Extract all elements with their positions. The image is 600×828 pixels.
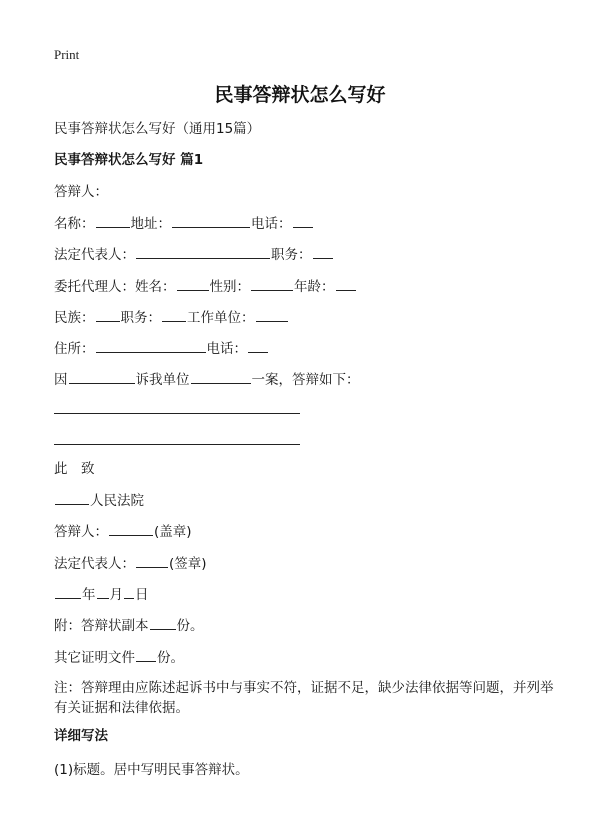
work-unit-label: 工作单位： [187, 310, 255, 326]
other-docs-row [54, 648, 184, 667]
detail-heading: 详细写法 [54, 728, 108, 744]
day-label: 日 [135, 587, 149, 603]
respondent-sign-row [54, 522, 192, 541]
ethnicity-label: 民族： [54, 310, 95, 326]
respondent-label: 答辩人： [54, 184, 108, 200]
agent-name-label: 委托代理人：姓名： [54, 279, 176, 295]
copies-blank[interactable] [150, 616, 176, 630]
subtitle: 民事答辩状怎么写好（通用15篇） [54, 121, 261, 137]
ethnicity-row [54, 308, 289, 327]
court-row [54, 491, 144, 510]
legal-rep-sign-blank[interactable] [136, 554, 168, 568]
attach-prefix: 附：答辩状副本 [54, 618, 149, 634]
position-label: 职务： [271, 247, 312, 263]
legal-rep-row [54, 245, 334, 264]
cause-suffix: 一案，答辩如下： [251, 372, 360, 388]
cause-mid: 诉我单位 [135, 372, 190, 388]
agent-row [54, 277, 357, 296]
year-blank[interactable] [55, 585, 81, 599]
gender-blank[interactable] [251, 277, 293, 291]
agent-name-blank[interactable] [177, 277, 209, 291]
residence-phone-label: 电话： [206, 341, 247, 357]
page-title: 民事答辩状怎么写好 [214, 84, 386, 106]
cause-blank[interactable] [69, 370, 135, 384]
phone-label: 电话： [251, 216, 292, 232]
respondent-sign-blank[interactable] [109, 522, 153, 536]
cause-row [54, 370, 360, 389]
gender-label: 性别： [209, 279, 250, 295]
month-blank[interactable] [97, 585, 109, 599]
court-label: 人民法院 [90, 493, 144, 509]
ethnicity-blank[interactable] [96, 308, 120, 322]
other-docs-blank[interactable] [136, 648, 156, 662]
answer-line-1[interactable] [54, 413, 300, 414]
other-docs-suffix: 份。 [157, 650, 184, 666]
date-row [54, 585, 149, 604]
salutation: 此 致 [54, 461, 95, 477]
legal-rep-blank[interactable] [136, 245, 270, 259]
agent-position-label: 职务： [120, 310, 161, 326]
legal-rep-sign-row [54, 554, 207, 573]
other-docs-prefix: 其它证明文件 [54, 650, 135, 666]
position-blank[interactable] [313, 245, 333, 259]
month-label: 月 [109, 587, 123, 603]
print-link[interactable]: Print [54, 47, 80, 62]
section-heading: 民事答辩状怎么写好 篇1 [54, 152, 204, 168]
day-blank[interactable] [124, 585, 134, 599]
residence-label: 住所： [54, 341, 95, 357]
legal-rep-sign-label: 法定代表人： [54, 556, 135, 572]
phone-blank[interactable] [293, 214, 313, 228]
sign-note: (签章) [169, 556, 207, 572]
residence-blank[interactable] [96, 339, 206, 353]
name-label: 名称： [54, 216, 95, 232]
legal-rep-label: 法定代表人： [54, 247, 135, 263]
answer-line-2[interactable] [54, 444, 300, 445]
residence-phone-blank[interactable] [248, 339, 268, 353]
age-label: 年龄： [294, 279, 335, 295]
name-address-row [54, 214, 314, 233]
residence-row [54, 339, 269, 358]
name-blank[interactable] [96, 214, 130, 228]
year-label: 年 [82, 587, 96, 603]
address-label: 地址： [130, 216, 171, 232]
work-unit-blank[interactable] [256, 308, 288, 322]
note-paragraph: 注：答辩理由应陈述起诉书中与事实不符，证据不足，缺少法律依据等问题，并列举有关证据和法律依据。 [54, 680, 554, 716]
address-blank[interactable] [172, 214, 250, 228]
agent-position-blank[interactable] [162, 308, 186, 322]
seal-note: (盖章) [154, 524, 192, 540]
copies-suffix: 份。 [176, 618, 204, 634]
plaintiff-blank[interactable] [191, 370, 251, 384]
attachment-row [54, 616, 204, 635]
court-blank[interactable] [55, 491, 89, 505]
detail-item-1: (1)标题。居中写明民事答辩状。 [54, 762, 249, 778]
cause-prefix: 因 [54, 372, 68, 388]
respondent-sign-label: 答辩人： [54, 524, 108, 540]
age-blank[interactable] [336, 277, 356, 291]
